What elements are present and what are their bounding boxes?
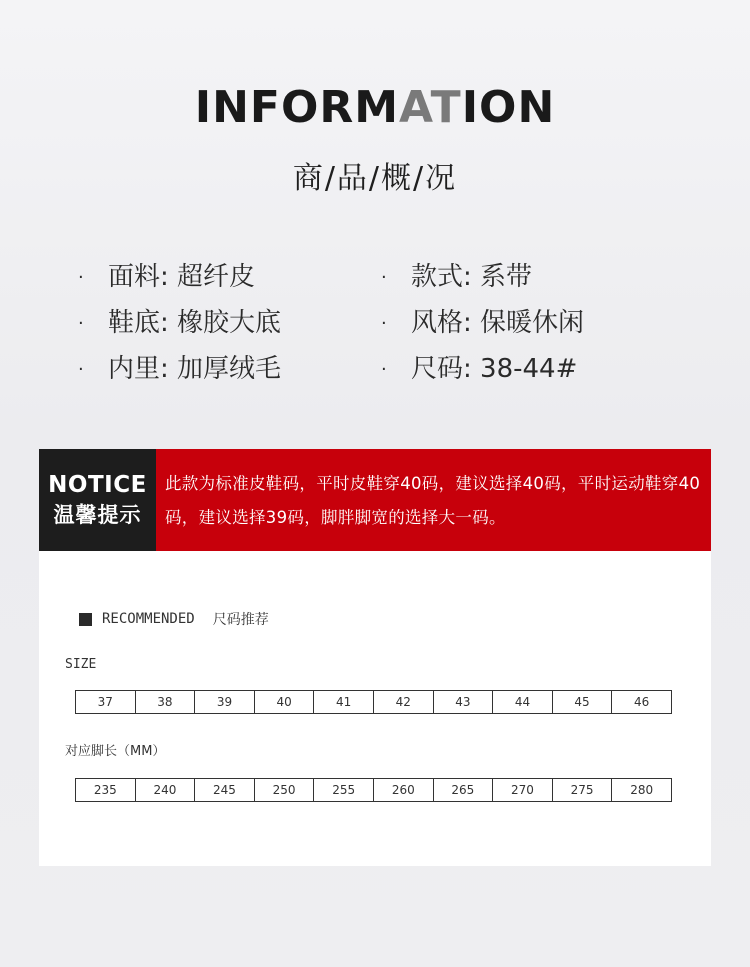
notice-label-en: NOTICE bbox=[48, 472, 147, 498]
info-value: 橡胶大底 bbox=[177, 308, 282, 338]
info-item-material bbox=[78, 256, 255, 293]
size-cell: 37 bbox=[76, 691, 136, 713]
size-cell: 41 bbox=[314, 691, 374, 713]
size-row bbox=[75, 690, 672, 714]
length-cell: 265 bbox=[434, 779, 494, 801]
notice-label bbox=[39, 449, 156, 551]
bullet-icon: · bbox=[381, 359, 387, 380]
info-item-style bbox=[381, 256, 532, 293]
length-cell: 235 bbox=[76, 779, 136, 801]
info-key: 风格: bbox=[411, 308, 472, 338]
length-cell: 240 bbox=[136, 779, 196, 801]
bullet-icon: · bbox=[78, 313, 84, 334]
size-label: SIZE bbox=[65, 657, 97, 672]
info-value: 超纤皮 bbox=[177, 262, 256, 292]
notice-label-cn: 温馨提示 bbox=[53, 503, 142, 527]
size-panel bbox=[39, 551, 711, 866]
title-english: INFORMATION bbox=[194, 82, 556, 133]
bullet-icon: · bbox=[381, 267, 387, 288]
info-item-size-range bbox=[381, 348, 577, 385]
length-cell: 270 bbox=[493, 779, 553, 801]
info-item-sole bbox=[78, 302, 281, 339]
length-cell: 275 bbox=[553, 779, 613, 801]
info-value: 38-44# bbox=[480, 354, 578, 384]
info-key: 内里: bbox=[108, 354, 169, 384]
bullet-icon: · bbox=[381, 313, 387, 334]
title-chinese: 商/品/概/况 bbox=[292, 161, 458, 196]
size-cell: 43 bbox=[434, 691, 494, 713]
notice-text: 此款为标准皮鞋码，平时皮鞋穿40码，建议选择40码，平时运动鞋穿40码，建议选择39码，脚胖脚宽的选择大一码。 bbox=[165, 474, 701, 527]
bullet-icon: · bbox=[78, 267, 84, 288]
info-item-genre bbox=[381, 302, 584, 339]
length-cell: 250 bbox=[255, 779, 315, 801]
recommended-heading bbox=[79, 609, 269, 629]
info-item-lining bbox=[78, 348, 281, 385]
length-cell: 245 bbox=[195, 779, 255, 801]
size-cell: 39 bbox=[195, 691, 255, 713]
info-value: 系带 bbox=[480, 262, 533, 292]
length-cell: 260 bbox=[374, 779, 434, 801]
size-cell: 44 bbox=[493, 691, 553, 713]
size-cell: 46 bbox=[634, 695, 650, 709]
foot-length-label: 对应脚长（MM） bbox=[65, 744, 166, 759]
recommended-en: RECOMMENDED bbox=[102, 611, 195, 627]
recommended-cn: 尺码推荐 bbox=[212, 612, 269, 628]
square-bullet-icon bbox=[79, 613, 92, 626]
info-value: 保暖休闲 bbox=[480, 308, 585, 338]
size-cell: 40 bbox=[255, 691, 315, 713]
info-key: 面料: bbox=[108, 262, 169, 292]
size-cell: 42 bbox=[374, 691, 434, 713]
foot-length-row bbox=[75, 778, 672, 802]
length-cell: 255 bbox=[314, 779, 374, 801]
info-key: 尺码: bbox=[411, 354, 472, 384]
size-cell: 38 bbox=[136, 691, 196, 713]
bullet-icon: · bbox=[78, 359, 84, 380]
notice-banner bbox=[39, 449, 711, 551]
size-cell: 45 bbox=[553, 691, 613, 713]
info-key: 款式: bbox=[411, 262, 472, 292]
info-value: 加厚绒毛 bbox=[177, 354, 282, 384]
length-cell: 280 bbox=[630, 783, 654, 797]
info-key: 鞋底: bbox=[108, 308, 169, 338]
